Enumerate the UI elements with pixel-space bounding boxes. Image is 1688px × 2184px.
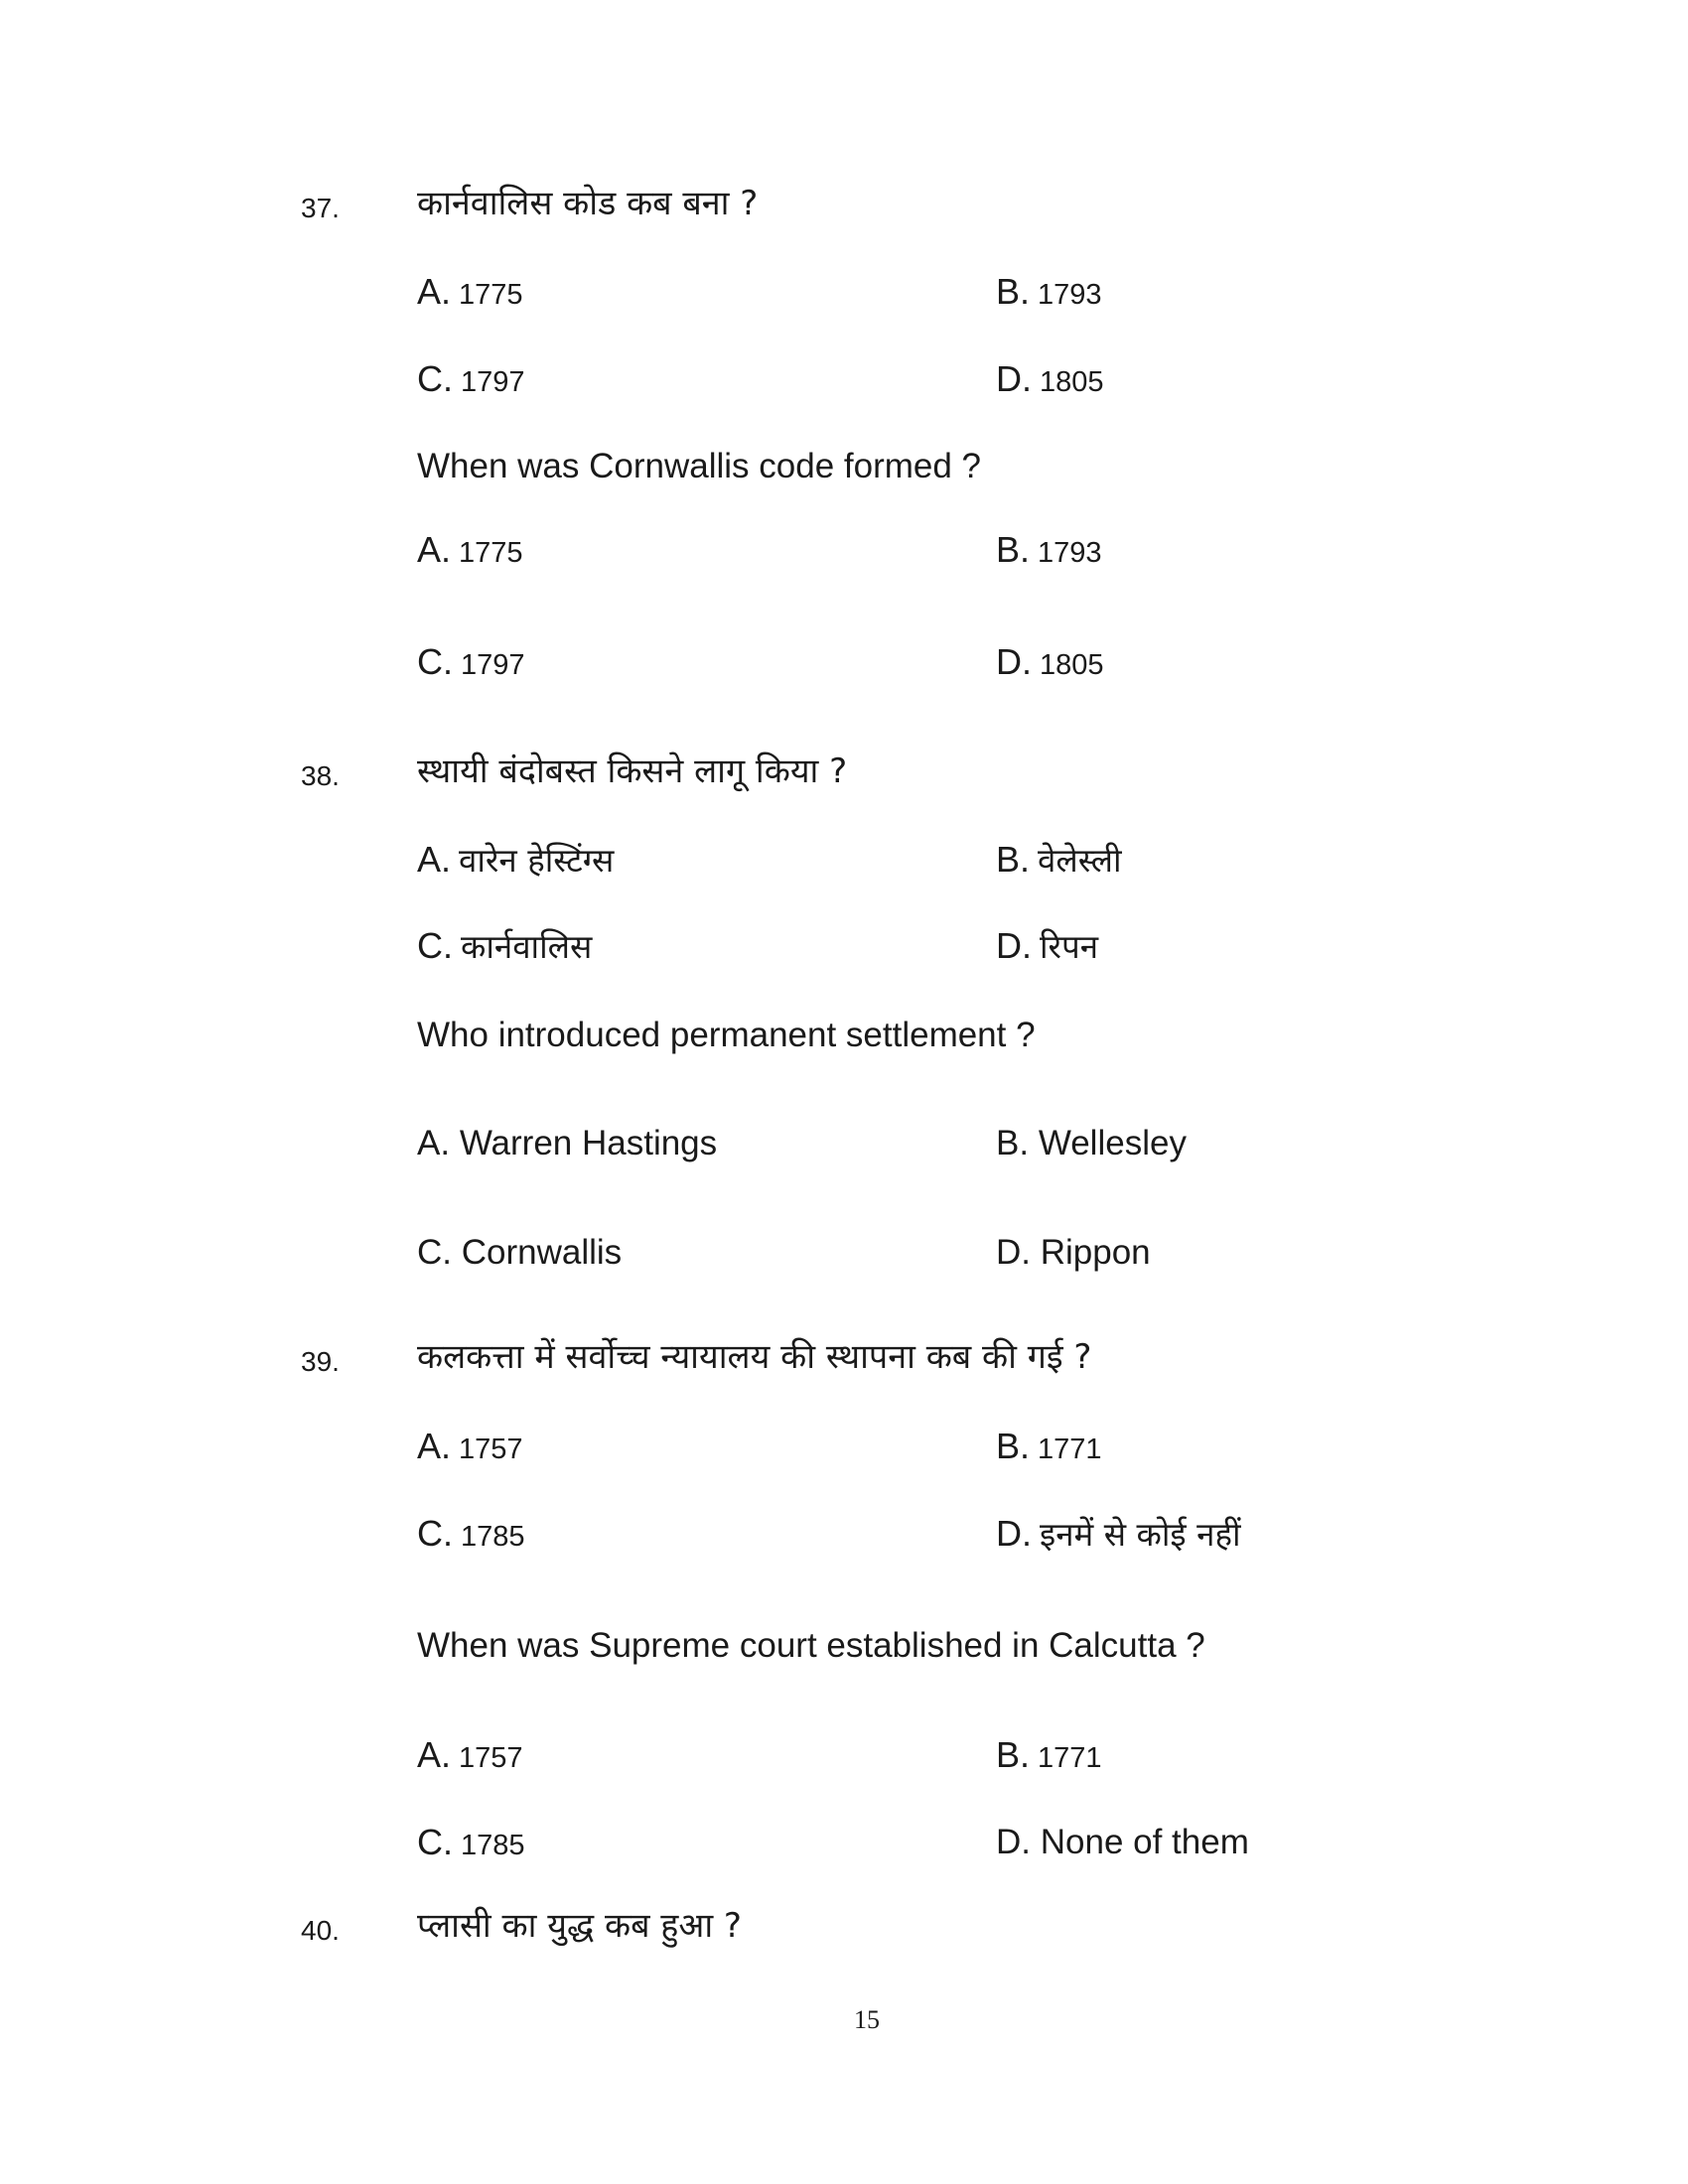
question-39-hindi-option-a (417, 1426, 523, 1466)
option-letter: D. (996, 1513, 1032, 1554)
option-letter: B. (996, 529, 1031, 570)
option-text: 1785 (461, 1830, 525, 1861)
option-letter: A. (417, 1734, 452, 1775)
question-39-english-option-c (417, 1822, 525, 1862)
option-text: कार्नवालिस (461, 927, 593, 966)
option-text: 1771 (1038, 1433, 1102, 1465)
option-letter: B. (996, 1426, 1031, 1466)
option-letter: C. (417, 641, 453, 682)
option-text: Wellesley (1038, 1124, 1187, 1162)
option-text: None of them (1040, 1823, 1249, 1861)
question-37-english-option-c (417, 641, 525, 682)
question-40-number: 40. (301, 1915, 340, 1946)
option-text: 1793 (1038, 279, 1102, 311)
question-38-hindi-option-d (996, 925, 1099, 966)
option-text: 1785 (461, 1521, 525, 1553)
question-38-hindi-option-a (417, 839, 615, 880)
question-39-english-option-d (996, 1825, 1249, 1859)
option-text: 1775 (459, 279, 523, 311)
option-text: 1805 (1040, 366, 1104, 398)
question-37-english-option-d (996, 641, 1104, 682)
question-39-hindi-text: कलकत्ता में सर्वोच्च न्यायालय की स्थापना कब की गई ? (417, 1337, 1092, 1377)
question-38-english-text: Who introduced permanent settlement ? (417, 1016, 1036, 1054)
option-letter: A. (417, 271, 452, 312)
question-37-hindi-option-a (417, 271, 523, 312)
question-38-hindi-option-b (996, 839, 1122, 880)
option-text: वारेन हेस्टिंग्स (459, 841, 615, 880)
option-letter: D. (996, 641, 1032, 682)
option-letter: D. (996, 1233, 1031, 1272)
option-letter: B. (996, 839, 1031, 880)
option-text: Rippon (1040, 1233, 1151, 1272)
question-38-hindi-option-c (417, 925, 593, 966)
option-text: Cornwallis (461, 1233, 623, 1272)
option-text: 1797 (461, 649, 525, 681)
option-letter: D. (996, 1823, 1031, 1861)
question-39-number: 39. (301, 1346, 340, 1377)
option-letter: D. (996, 925, 1032, 966)
question-37-english-option-a (417, 529, 523, 570)
question-39-hindi-option-d (996, 1513, 1241, 1554)
question-39-english-text: When was Supreme court established in Calcutta ? (417, 1626, 1205, 1665)
question-38-number: 38. (301, 760, 340, 791)
option-letter: A. (417, 529, 452, 570)
option-text: 1757 (459, 1433, 523, 1465)
option-letter: C. (417, 1822, 453, 1862)
option-letter: C. (417, 1513, 453, 1554)
option-text: 1775 (459, 537, 523, 569)
option-letter: C. (417, 358, 453, 399)
option-text: Warren Hastings (459, 1124, 718, 1162)
option-letter: B. (996, 1734, 1031, 1775)
option-text: इनमें से कोई नहीं (1040, 1515, 1241, 1554)
question-37-hindi-option-c (417, 358, 525, 399)
question-37-english-option-b (996, 529, 1102, 570)
question-40-hindi-text: प्लासी का युद्ध कब हुआ ? (417, 1906, 742, 1946)
question-37-hindi-text: कार्नवालिस कोड कब बना ? (417, 184, 759, 223)
option-letter: A. (417, 1124, 451, 1162)
question-39-hindi-option-b (996, 1426, 1102, 1466)
option-text: 1793 (1038, 537, 1102, 569)
question-38-hindi-text: स्थायी बंदोबस्त किसने लागू किया ? (417, 751, 848, 791)
question-39-english-option-b (996, 1734, 1102, 1775)
option-letter: A. (417, 1426, 452, 1466)
question-37-hindi-option-b (996, 271, 1102, 312)
option-letter: A. (417, 839, 452, 880)
option-letter: B. (996, 1124, 1030, 1162)
option-text: 1771 (1038, 1742, 1102, 1774)
question-37-hindi-option-d (996, 358, 1104, 399)
option-letter: C. (417, 925, 453, 966)
option-text: 1757 (459, 1742, 523, 1774)
option-text: वेलेस्ली (1038, 841, 1122, 880)
page-number: 15 (854, 2005, 880, 2034)
question-39-hindi-option-c (417, 1513, 525, 1554)
question-38-english-option-d (996, 1235, 1151, 1270)
question-37-number: 37. (301, 193, 340, 223)
question-38-english-option-b (996, 1126, 1187, 1160)
option-letter: D. (996, 358, 1032, 399)
option-text: रिपन (1040, 927, 1099, 966)
option-letter: B. (996, 271, 1031, 312)
option-text: 1797 (461, 366, 525, 398)
question-37-english-text: When was Cornwallis code formed ? (417, 447, 982, 485)
option-text: 1805 (1040, 649, 1104, 681)
option-letter: C. (417, 1233, 452, 1272)
question-38-english-option-c (417, 1235, 622, 1270)
question-38-english-option-a (417, 1126, 717, 1160)
question-39-english-option-a (417, 1734, 523, 1775)
